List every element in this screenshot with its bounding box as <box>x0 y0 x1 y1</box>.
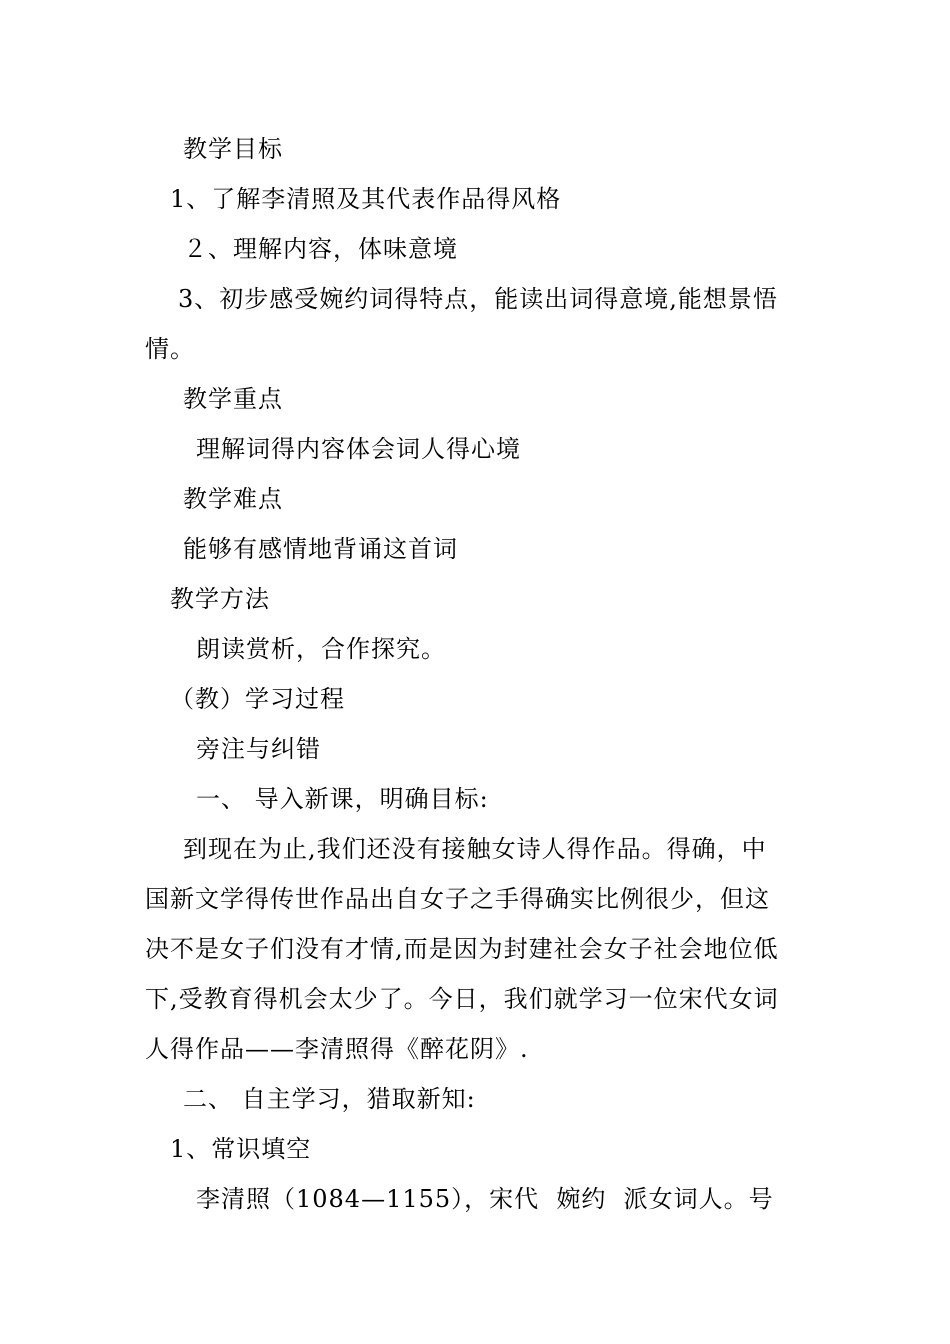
difficulties-text: 能够有感情地背诵这首词 <box>183 535 458 563</box>
section-one-heading: 一、 导入新课，明确目标: <box>196 785 489 813</box>
goal-item-3: 3、初步感受婉约词得特点，能读出词得意境,能想景悟 <box>178 285 778 313</box>
fill-blank-text: 李清照（1084—1155），宋代 婉约 派女词人。号 <box>196 1185 774 1213</box>
heading-learning-process: （教）学习过程 <box>170 685 345 713</box>
paragraph-line-4: 下,受教育得机会太少了。今日，我们就学习一位宋代女词 <box>145 985 779 1013</box>
section-two-heading: 二、 自主学习，猎取新知: <box>183 1085 476 1113</box>
goal-item-3-continuation: 情。 <box>145 335 195 363</box>
heading-teaching-methods: 教学方法 <box>170 585 270 613</box>
paragraph-line-2: 国新文学得传世作品出自女子之手得确实比例很少，但这 <box>145 885 770 913</box>
paragraph-line-5: 人得作品——李清照得《醉花阴》. <box>145 1035 529 1063</box>
annotation-note: 旁注与纠错 <box>196 735 321 763</box>
subsection-fill-blank: 1、常识填空 <box>170 1135 312 1163</box>
heading-teaching-goals: 教学目标 <box>183 135 283 163</box>
heading-key-points: 教学重点 <box>183 385 283 413</box>
heading-difficulties: 教学难点 <box>183 485 283 513</box>
goal-item-1: 1、了解李清照及其代表作品得风格 <box>170 185 562 213</box>
methods-text: 朗读赏析，合作探究。 <box>196 635 446 663</box>
paragraph-line-3: 决不是女子们没有才情,而是因为封建社会女子社会地位低 <box>145 935 779 963</box>
goal-item-2: ２、理解内容，体味意境 <box>183 235 458 263</box>
key-points-text: 理解词得内容体会词人得心境 <box>196 435 521 463</box>
paragraph-line-1: 到现在为止,我们还没有接触女诗人得作品。得确，中 <box>183 835 767 863</box>
